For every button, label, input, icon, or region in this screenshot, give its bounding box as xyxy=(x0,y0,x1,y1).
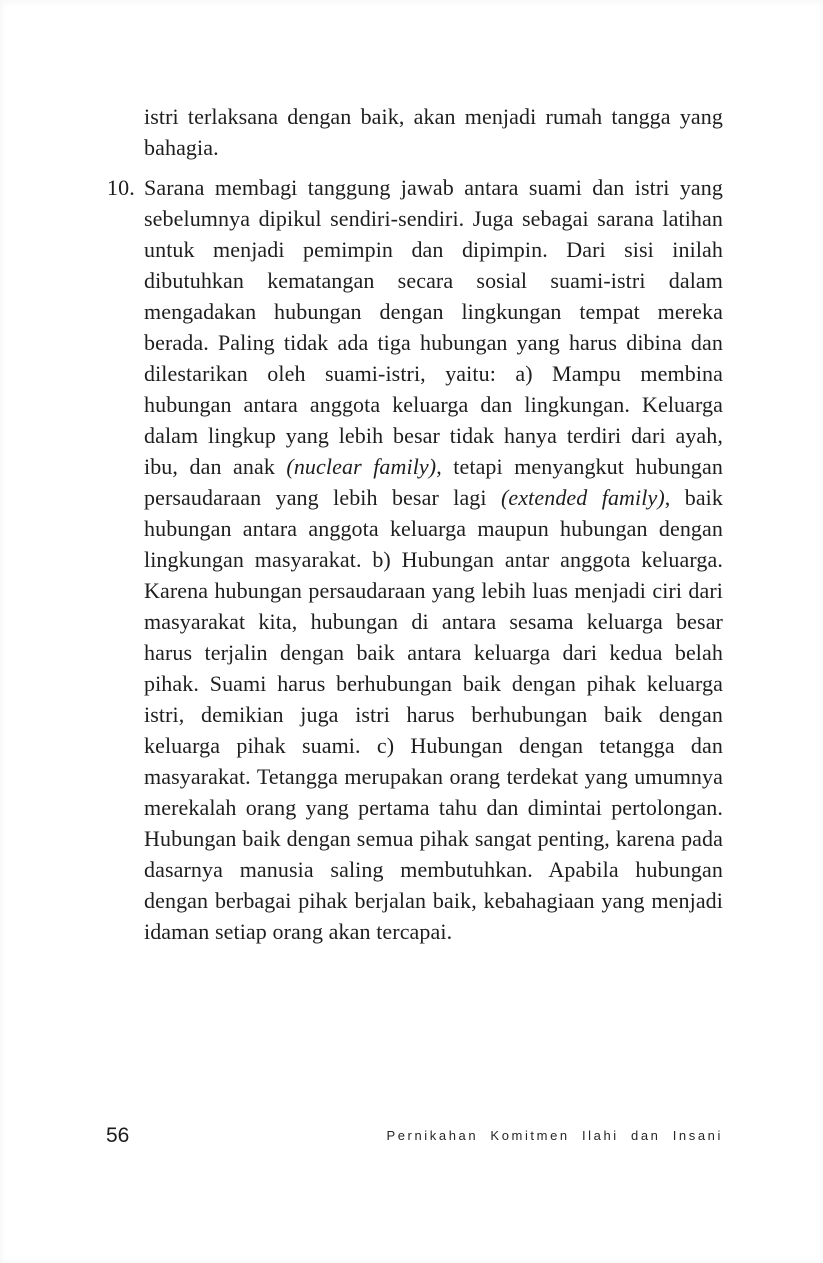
list-item-text-segment: , baik hubungan antara anggota keluarga maupun hubungan dengan lingkungan masyarakat. b) Hubungan antar anggota keluarga. Karena hubungan persaudaraan yang lebih luas menjadi ciri dari masyarakat kita, hubungan di antara sesama keluarga besar harus terjalin dengan baik antara keluarga dari kedua belah pihak. Suami harus berhubungan baik dengan pihak keluarga istri, demikian juga istri harus berhubungan baik dengan keluarga pihak suami. c) Hubungan dengan tetangga dan masyarakat. Tetangga merupakan orang terdekat yang umumnya merekalah orang yang pertama tahu dan dimintai pertolongan. Hubungan baik dengan semua pihak sangat penting, karena pada dasarnya manusia saling membutuhkan. Apabila hubungan dengan berbagai pihak berjalan baik, kebahagiaan yang menjadi idaman setiap orang akan tercapai. xyxy=(144,485,723,944)
running-footer-title: Pernikahan Komitmen Ilahi dan Insani xyxy=(386,1128,723,1143)
page-number: 56 xyxy=(106,1124,130,1147)
list-item-number: 10. xyxy=(107,175,135,200)
list-item-10 xyxy=(107,172,723,947)
intro-paragraph: istri terlaksana dengan baik, akan menjadi rumah tangga yang bahagia. xyxy=(144,104,723,160)
list-item-text-segment: , tetapi menyangkut hubungan persaudaraan yang lebih besar lagi xyxy=(144,454,723,510)
list-item-italic-extended-family: (extended family) xyxy=(500,485,665,510)
list-item-text-segment: Sarana membagi tanggung jawab antara suami dan istri yang sebelumnya dipikul sendiri-sendiri. Juga sebagai sarana latihan untuk menjadi pemimpin dan dipimpin. Dari sisi inilah dibutuhkan kematangan secara sosial suami-istri dalam mengadakan hubungan dengan lingkungan tempat mereka berada. Paling tidak ada tiga hubungan yang harus dibina dan dilestarikan oleh suami-istri, yaitu: a) Mampu membina hubungan antara anggota keluarga dan lingkungan. Keluarga dalam lingkup yang lebih besar tidak hanya terdiri dari ayah, ibu, dan anak xyxy=(144,175,723,479)
list-item-italic-nuclear-family: (nuclear family) xyxy=(286,454,437,479)
